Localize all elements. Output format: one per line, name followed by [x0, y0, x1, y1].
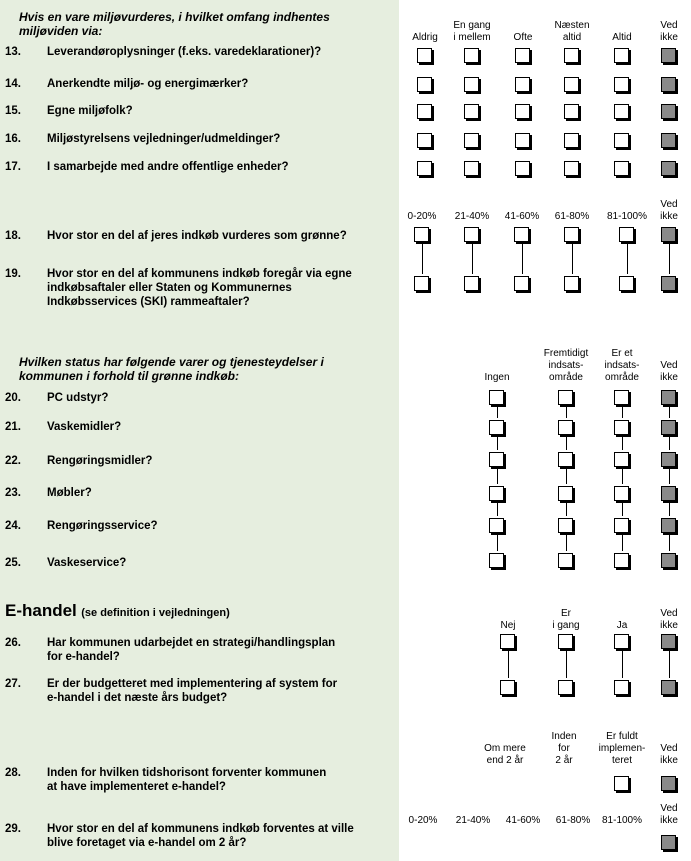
answer-checkbox[interactable] — [564, 227, 579, 242]
answer-checkbox[interactable] — [614, 161, 629, 176]
checkbox-ved-ikke[interactable] — [661, 553, 676, 568]
answer-checkbox[interactable] — [558, 452, 573, 467]
question-text: Rengøringsmidler? — [47, 455, 153, 467]
column-header: Ved ikke — [660, 20, 678, 43]
row-connector-line — [472, 244, 473, 274]
answer-checkbox[interactable] — [464, 276, 479, 291]
column-header: 0-20% — [407, 211, 437, 222]
question-number: 16. — [5, 133, 21, 145]
question-text: PC udstyr? — [47, 392, 109, 404]
section-heading: Hvilken status har følgende varer og tjenesteydelser i kommunen i forhold til grønne indkøb: — [19, 355, 324, 383]
row-connector-line — [566, 503, 567, 516]
question-text: Møbler? — [47, 487, 92, 499]
checkbox-ved-ikke[interactable] — [661, 518, 676, 533]
answer-checkbox[interactable] — [614, 634, 629, 649]
row-connector-line — [497, 535, 498, 551]
row-connector-line — [566, 469, 567, 484]
question-number: 13. — [5, 46, 21, 58]
question-text: Vaskeservice? — [47, 557, 127, 569]
question-text: Anerkendte miljø- og energimærker? — [47, 78, 249, 90]
answer-checkbox[interactable] — [489, 486, 504, 501]
answer-checkbox[interactable] — [558, 420, 573, 435]
answer-checkbox[interactable] — [614, 104, 629, 119]
checkbox-ved-ikke[interactable] — [661, 227, 676, 242]
section-heading: Hvis en vare miljøvurderes, i hvilket omfang indhentes miljøviden via: — [19, 10, 330, 38]
answer-checkbox[interactable] — [514, 227, 529, 242]
answer-checkbox[interactable] — [558, 553, 573, 568]
row-connector-line — [627, 244, 628, 274]
question-number: 28. — [5, 767, 21, 779]
column-header: Ja — [616, 620, 628, 631]
answer-checkbox[interactable] — [515, 104, 530, 119]
checkbox-ved-ikke[interactable] — [661, 77, 676, 92]
answer-checkbox[interactable] — [564, 276, 579, 291]
column-header: Fremtidigt indsats- område — [543, 348, 589, 383]
question-text: Vaskemidler? — [47, 421, 122, 433]
answer-checkbox[interactable] — [614, 77, 629, 92]
e-handel-subtitle: (se definition i vejledningen) — [81, 607, 230, 619]
column-header: Ved ikke — [660, 608, 678, 631]
question-number: 26. — [5, 637, 21, 649]
row-connector-line — [622, 407, 623, 418]
row-connector-line — [422, 244, 423, 274]
column-header: 81-100% — [601, 815, 643, 826]
answer-checkbox[interactable] — [414, 227, 429, 242]
column-header: Nej — [500, 620, 516, 631]
answer-checkbox[interactable] — [564, 77, 579, 92]
question-text: Egne miljøfolk? — [47, 105, 133, 117]
checkbox-ved-ikke[interactable] — [661, 276, 676, 291]
question-number: 23. — [5, 487, 21, 499]
row-connector-line — [669, 244, 670, 274]
column-header: Ved ikke — [660, 199, 678, 222]
column-header: Ingen — [484, 372, 510, 383]
column-header: Er et indsats- område — [604, 348, 640, 383]
checkbox-ved-ikke[interactable] — [661, 680, 676, 695]
question-number: 24. — [5, 520, 21, 532]
answer-checkbox[interactable] — [464, 104, 479, 119]
answer-checkbox[interactable] — [500, 680, 515, 695]
column-header: Altid — [612, 32, 632, 43]
e-handel-title: E-handel — [5, 601, 77, 620]
question-number: 27. — [5, 678, 21, 690]
answer-checkbox[interactable] — [614, 390, 629, 405]
answer-checkbox[interactable] — [558, 680, 573, 695]
answer-checkbox[interactable] — [614, 553, 629, 568]
answer-checkbox[interactable] — [489, 452, 504, 467]
column-header: 41-60% — [505, 815, 541, 826]
answer-checkbox[interactable] — [515, 161, 530, 176]
answer-checkbox[interactable] — [558, 390, 573, 405]
question-number: 18. — [5, 230, 21, 242]
answer-checkbox[interactable] — [614, 776, 629, 791]
answer-checkbox[interactable] — [417, 48, 432, 63]
column-header: 0-20% — [408, 815, 438, 826]
row-connector-line — [497, 503, 498, 516]
checkbox-ved-ikke[interactable] — [661, 486, 676, 501]
answer-checkbox[interactable] — [417, 104, 432, 119]
column-header: 21-40% — [455, 815, 491, 826]
row-connector-line — [622, 503, 623, 516]
answer-checkbox[interactable] — [489, 420, 504, 435]
column-header: 21-40% — [454, 211, 490, 222]
column-header: Er fuldt implemen- teret — [598, 731, 646, 766]
row-connector-line — [508, 651, 509, 678]
row-connector-line — [522, 244, 523, 274]
column-header: Ved ikke — [660, 743, 678, 766]
checkbox-ved-ikke[interactable] — [661, 133, 676, 148]
answer-checkbox[interactable] — [464, 161, 479, 176]
e-handel-heading — [5, 601, 230, 623]
answer-checkbox[interactable] — [614, 518, 629, 533]
row-connector-line — [497, 437, 498, 450]
row-connector-line — [669, 407, 670, 418]
checkbox-ved-ikke[interactable] — [661, 835, 676, 850]
answer-checkbox[interactable] — [558, 486, 573, 501]
answer-checkbox[interactable] — [464, 48, 479, 63]
row-connector-line — [669, 437, 670, 450]
row-connector-line — [622, 535, 623, 551]
checkbox-ved-ikke[interactable] — [661, 452, 676, 467]
question-text: Er der budgetteret med implementering af system for e-handel i det næste års budget? — [47, 678, 338, 704]
row-connector-line — [622, 651, 623, 678]
question-number: 14. — [5, 78, 21, 90]
row-connector-line — [566, 651, 567, 678]
answer-checkbox[interactable] — [614, 48, 629, 63]
row-connector-line — [669, 651, 670, 678]
question-text: Hvor stor en del af kommunens indkøb forventes at ville blive foretaget via e-handel om 2 år? — [47, 823, 354, 849]
answer-checkbox[interactable] — [515, 77, 530, 92]
column-header: Aldrig — [412, 32, 438, 43]
column-header: Inden for 2 år — [551, 731, 577, 766]
answer-checkbox[interactable] — [489, 390, 504, 405]
checkbox-ved-ikke[interactable] — [661, 104, 676, 119]
answer-checkbox[interactable] — [414, 276, 429, 291]
checkbox-ved-ikke[interactable] — [661, 634, 676, 649]
answer-checkbox[interactable] — [558, 634, 573, 649]
answer-checkbox[interactable] — [564, 48, 579, 63]
question-text: Har kommunen udarbejdet en strategi/handlingsplan for e-handel? — [47, 637, 336, 663]
row-connector-line — [622, 469, 623, 484]
column-header: Er i gang — [552, 608, 580, 631]
row-connector-line — [622, 437, 623, 450]
row-connector-line — [669, 469, 670, 484]
question-number: 29. — [5, 823, 21, 835]
answer-checkbox[interactable] — [515, 48, 530, 63]
question-text: Miljøstyrelsens vejledninger/udmeldinger? — [47, 133, 281, 145]
row-connector-line — [566, 437, 567, 450]
answer-checkbox[interactable] — [564, 133, 579, 148]
question-number: 19. — [5, 268, 21, 280]
answer-checkbox[interactable] — [500, 634, 515, 649]
answer-checkbox[interactable] — [614, 133, 629, 148]
question-text: Hvor stor en del af kommunens indkøb foregår via egne indkøbsaftaler eller Staten og Kommunernes Indkøbsservices (SKI) rammeaftaler? — [47, 268, 352, 308]
answer-checkbox[interactable] — [489, 553, 504, 568]
answer-checkbox[interactable] — [464, 133, 479, 148]
answer-checkbox[interactable] — [564, 161, 579, 176]
question-number: 17. — [5, 161, 21, 173]
answer-checkbox[interactable] — [514, 276, 529, 291]
answer-checkbox[interactable] — [464, 77, 479, 92]
checkbox-ved-ikke[interactable] — [661, 776, 676, 791]
column-header: Næsten altid — [554, 20, 590, 43]
answer-checkbox[interactable] — [614, 680, 629, 695]
answer-checkbox[interactable] — [417, 161, 432, 176]
question-number: 21. — [5, 421, 21, 433]
column-header: Ofte — [513, 32, 533, 43]
answer-checkbox[interactable] — [489, 518, 504, 533]
answer-checkbox[interactable] — [558, 518, 573, 533]
question-number: 22. — [5, 455, 21, 467]
answer-checkbox[interactable] — [515, 133, 530, 148]
answer-checkbox[interactable] — [564, 104, 579, 119]
answer-checkbox[interactable] — [417, 133, 432, 148]
column-header: 81-100% — [606, 211, 648, 222]
row-connector-line — [669, 535, 670, 551]
row-connector-line — [572, 244, 573, 274]
question-text: Leverandøroplysninger (f.eks. varedeklarationer)? — [47, 46, 322, 58]
column-header: Ved ikke — [660, 360, 678, 383]
column-header: 61-80% — [555, 815, 591, 826]
checkbox-ved-ikke[interactable] — [661, 390, 676, 405]
column-header: 61-80% — [554, 211, 590, 222]
column-header: 41-60% — [504, 211, 540, 222]
answer-checkbox[interactable] — [614, 486, 629, 501]
answer-checkbox[interactable] — [619, 276, 634, 291]
checkbox-ved-ikke[interactable] — [661, 420, 676, 435]
row-connector-line — [669, 503, 670, 516]
checkbox-ved-ikke[interactable] — [661, 161, 676, 176]
answer-checkbox[interactable] — [464, 227, 479, 242]
answer-checkbox[interactable] — [417, 77, 432, 92]
question-number: 20. — [5, 392, 21, 404]
checkbox-ved-ikke[interactable] — [661, 48, 676, 63]
row-connector-line — [566, 535, 567, 551]
column-header: En gang i mellem — [453, 20, 491, 43]
question-number: 15. — [5, 105, 21, 117]
answer-checkbox[interactable] — [614, 452, 629, 467]
question-text: I samarbejde med andre offentlige enheder? — [47, 161, 289, 173]
row-connector-line — [497, 469, 498, 484]
column-header: Om mere end 2 år — [484, 743, 526, 766]
answer-checkbox[interactable] — [614, 420, 629, 435]
question-text: Rengøringsservice? — [47, 520, 158, 532]
answer-checkbox[interactable] — [619, 227, 634, 242]
row-connector-line — [497, 407, 498, 418]
question-text: Hvor stor en del af jeres indkøb vurderes som grønne? — [47, 230, 347, 242]
row-connector-line — [566, 407, 567, 418]
question-text: Inden for hvilken tidshorisont forventer kommunen at have implementeret e-handel? — [47, 767, 327, 793]
question-number: 25. — [5, 557, 21, 569]
column-header: Ved ikke — [660, 803, 678, 826]
